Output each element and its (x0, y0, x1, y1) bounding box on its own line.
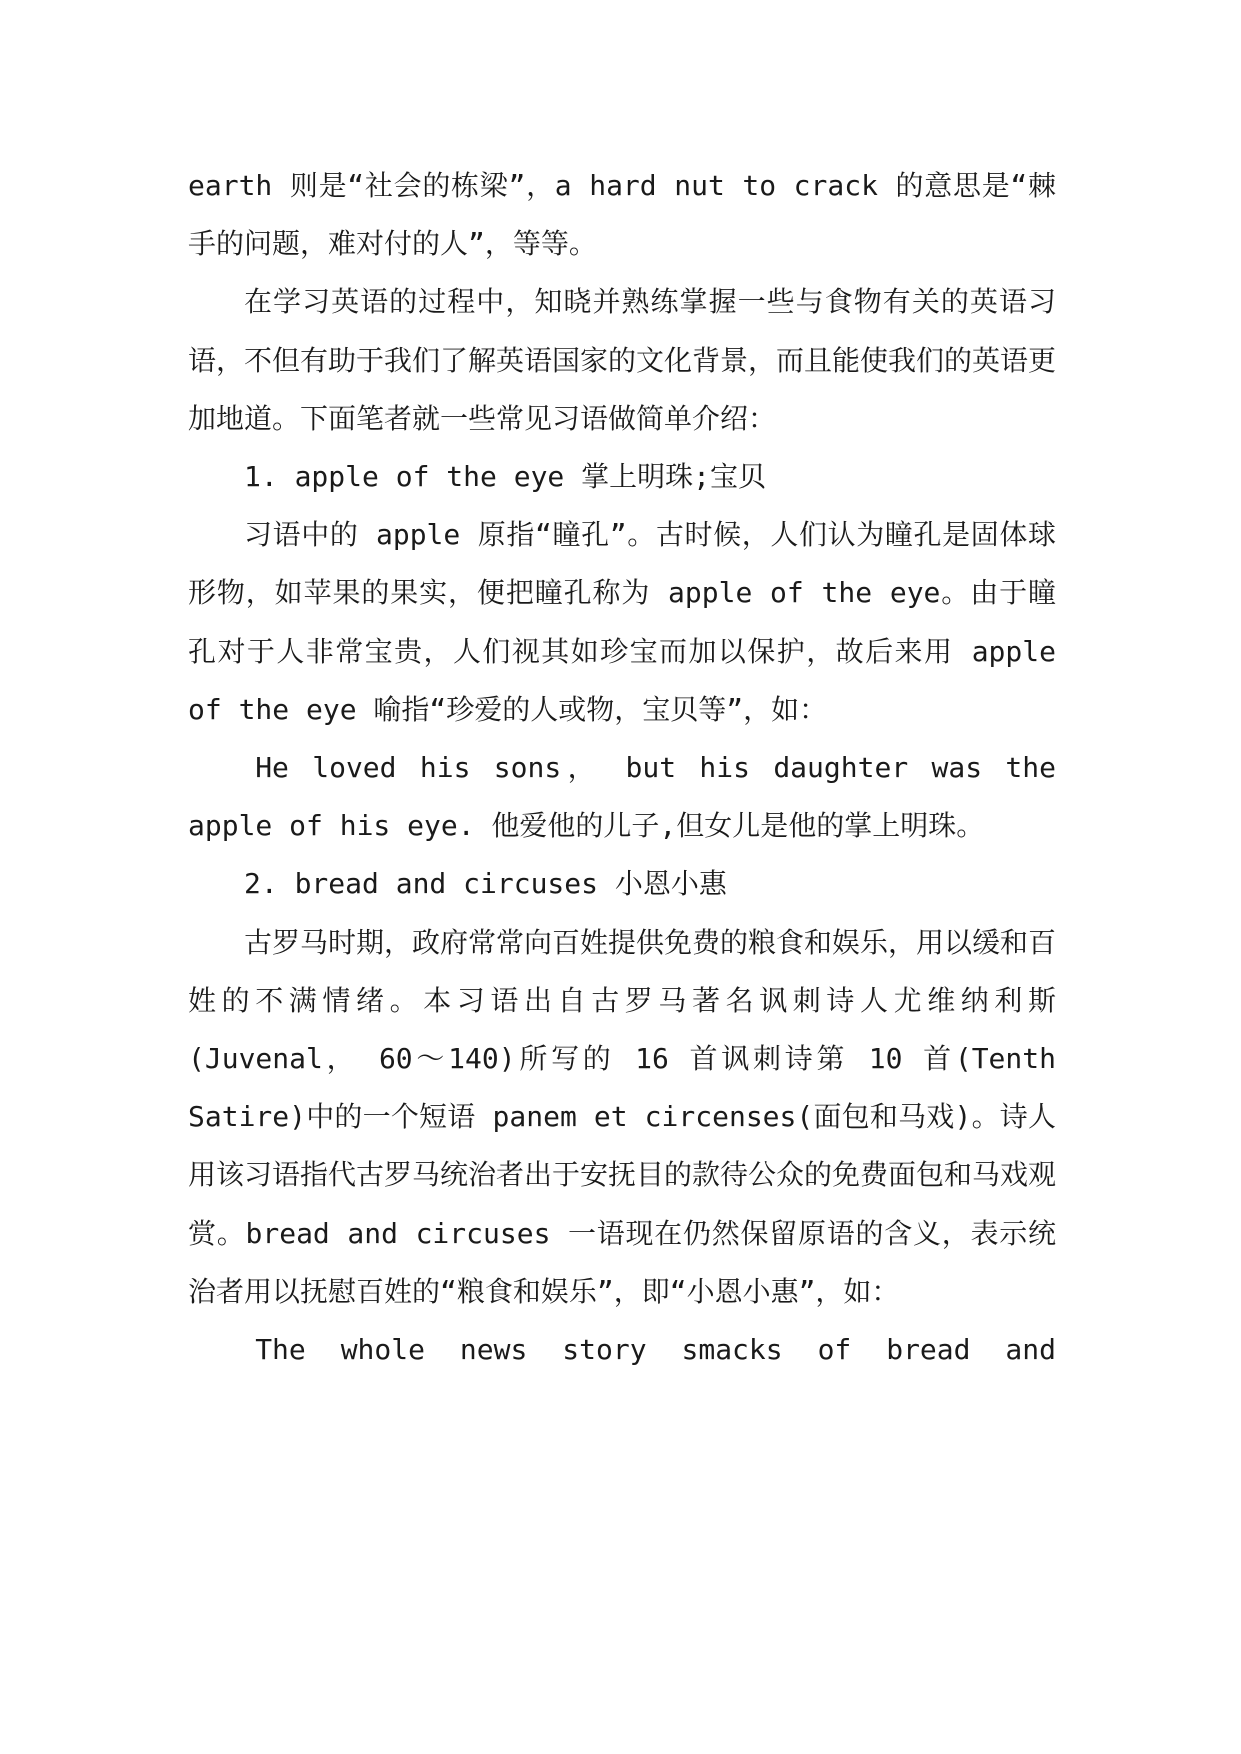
heading-apple-of-the-eye: 1. apple of the eye 掌上明珠;宝贝 (244, 460, 767, 494)
paragraph-bread-explanation: 古罗马时期，政府常常向百姓提供免费的粮食和娱乐，用以缓和百姓的不满情绪。本习语出自古罗马著名讽刺诗人尤维纳利斯(Juvenal， 60～140)所写的 16 首讽刺诗第 10 首(Tenth Satire)中的一个短语 panem et circenses(面包和马戏)。诗人用该习语指代古罗马统治者出于安抚目的款待公众的免费面包和马戏观赏。bread and circuses 一语现在仍然保留原语的含义，表示统治者用以抚慰百姓的“粮食和娱乐”，即“小恩小惠”，如： (188, 925, 1057, 1308)
paragraph-idiom-examples-end: earth 则是“社会的栋梁”，a hard nut to crack 的意思是“棘手的问题，难对付的人”，等等。 (188, 169, 1056, 261)
paragraph-apple-explanation: 习语中的 apple 原指“瞳孔”。古时候，人们认为瞳孔是固体球形物，如苹果的果实，便把瞳孔称为 apple of the eye。由于瞳孔对于人非常宝贵，人们视其如珍宝而加以保护，故后来用 apple of the eye 喻指“珍爱的人或物，宝贝等”，如： (188, 518, 1056, 726)
heading-bread-and-circuses: 2. bread and circuses 小恩小惠 (244, 867, 727, 901)
example-sentence-apple: He loved his sons， but his daughter was the apple of his eye. 他爱他的儿子,但女儿是他的掌上明珠。 (188, 751, 1056, 843)
document-page (188, 157, 1056, 1379)
example-sentence-bread: The whole news story smacks of bread and (255, 1333, 1056, 1367)
paragraph-introduction: 在学习英语的过程中，知晓并熟练掌握一些与食物有关的英语习语，不但有助于我们了解英语国家的文化背景，而且能使我们的英语更加地道。下面笔者就一些常见习语做简单介绍： (188, 285, 1057, 435)
